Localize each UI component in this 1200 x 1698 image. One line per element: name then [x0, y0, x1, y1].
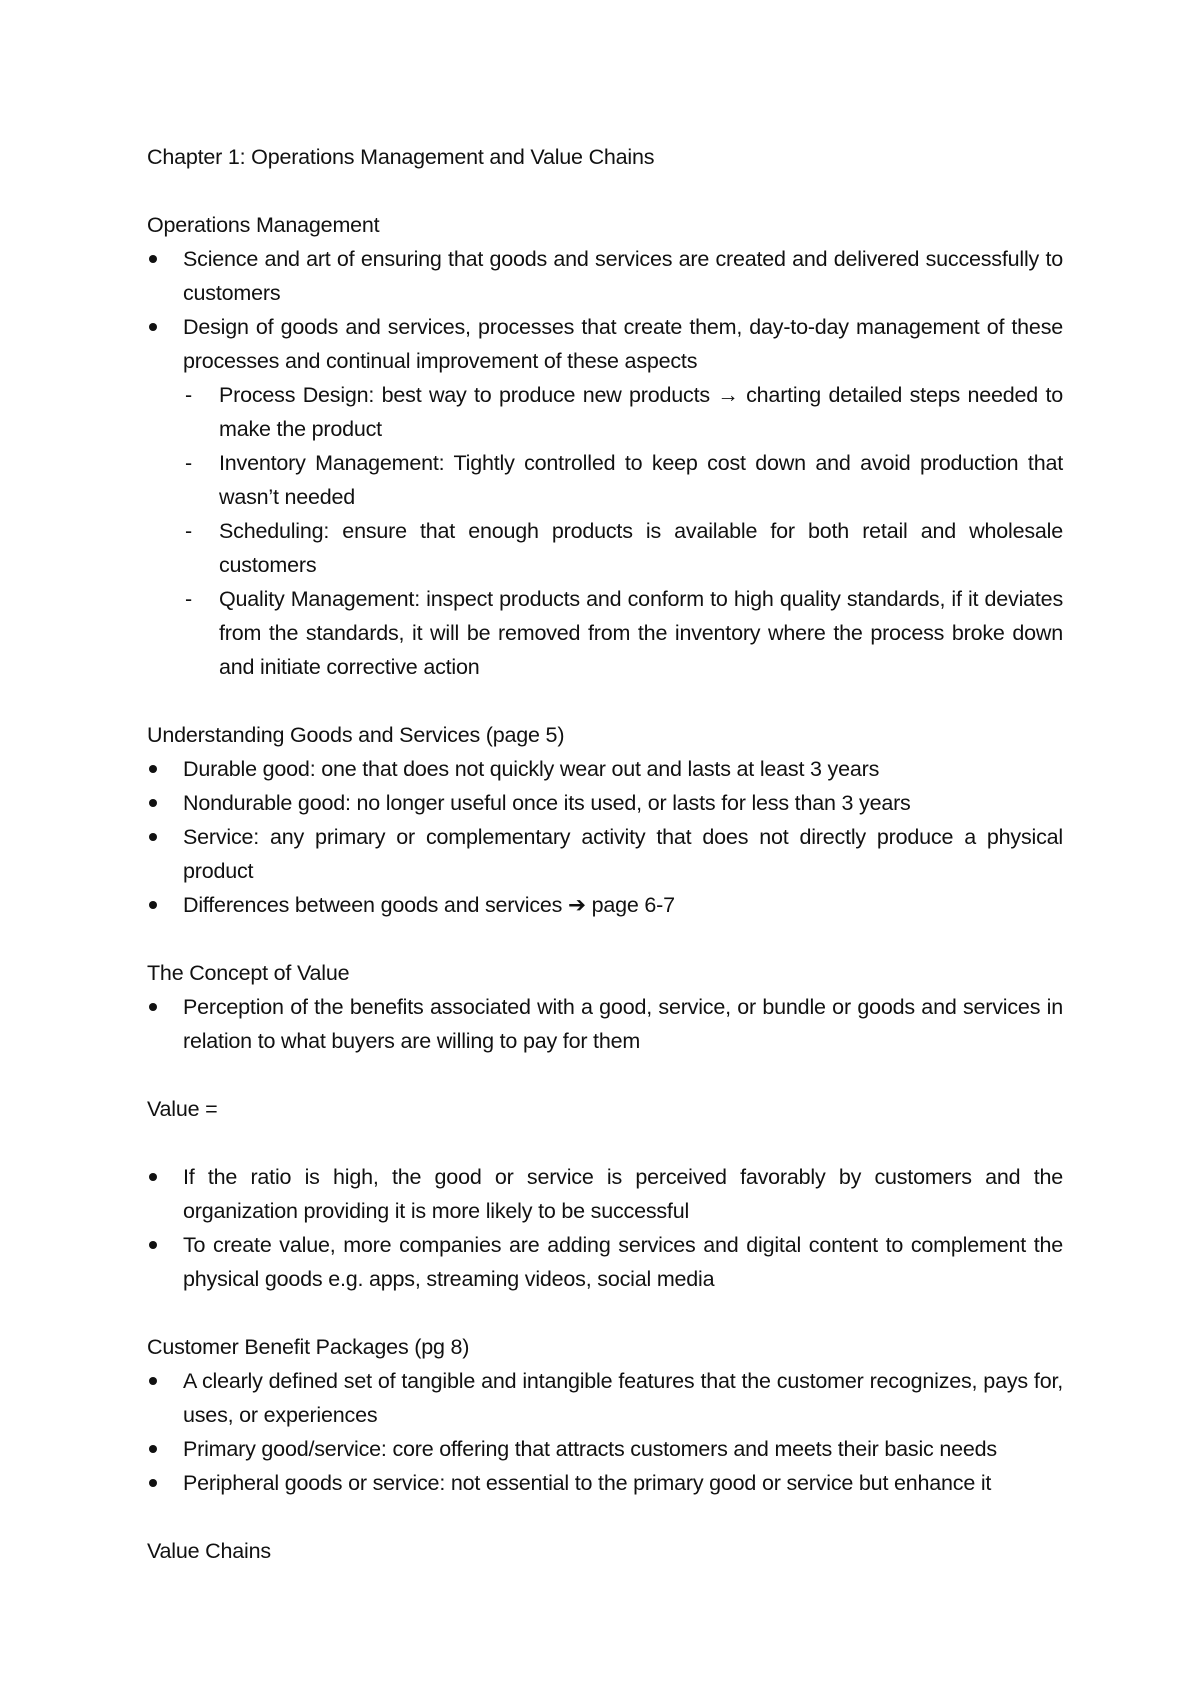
bullet-text: Primary good/service: core offering that attracts customers and meets their basic needs [183, 1437, 997, 1461]
dash-icon: - [185, 519, 192, 543]
bullet-icon [149, 799, 157, 807]
sub-text: charting detailed steps needed to make the product [219, 383, 1063, 441]
bullet-text: Nondurable good: no longer useful once its used, or lasts for less than 3 years [183, 791, 911, 815]
sub-text: Inventory Management: Tightly controlled to keep cost down and avoid production that wasn’t needed [219, 451, 1063, 509]
section-heading-goods-services: Understanding Goods and Services (page 5) [147, 723, 565, 747]
bullet-list-cbp [147, 1364, 1063, 1500]
bullet-text: Durable good: one that does not quickly wear out and lasts at least 3 years [183, 757, 880, 781]
bullet-list-operations [147, 242, 1063, 378]
spacer [147, 1058, 1063, 1092]
sub-item-quality [147, 582, 1063, 684]
spacer [147, 1296, 1063, 1330]
section-heading-operations: Operations Management [147, 213, 380, 237]
bullet-icon [149, 1445, 157, 1453]
spacer [147, 684, 1063, 718]
document-page [147, 140, 1063, 1568]
section-heading-cbp: Customer Benefit Packages (pg 8) [147, 1335, 470, 1359]
bullet-list-goods-services [147, 752, 1063, 922]
bullet-icon [149, 1173, 157, 1181]
bullet-list-value-ratio [147, 1160, 1063, 1296]
dash-icon: - [185, 383, 192, 407]
section-heading-value: The Concept of Value [147, 961, 350, 985]
bullet-text: Perception of the benefits associated with a good, service, or bundle or goods and services in relation to what buyers are willing to pay for them [183, 995, 1063, 1053]
chapter-title: Chapter 1: Operations Management and Value Chains [147, 145, 655, 169]
arrow-right-icon: → [717, 383, 739, 407]
bullet-item [147, 820, 1063, 888]
bullet-item [147, 752, 1063, 786]
spacer [147, 174, 1063, 208]
bullet-icon [149, 255, 157, 263]
bullet-icon [149, 1241, 157, 1249]
bullet-text: page 6-7 [591, 893, 675, 917]
bullet-item [147, 888, 1063, 922]
bullet-item [147, 1228, 1063, 1296]
bullet-item [147, 786, 1063, 820]
dash-icon: - [185, 587, 192, 611]
sub-text: Scheduling: ensure that enough products is available for both retail and wholesale customers [219, 519, 1063, 577]
bullet-icon [149, 1479, 157, 1487]
sub-text: Quality Management: inspect products and conform to high quality standards, if it deviates from the standards, it will be removed from the inventory where the process broke down and initiate corrective action [219, 587, 1063, 679]
bullet-item [147, 1466, 1063, 1500]
bullet-icon [149, 323, 157, 331]
bullet-item [147, 242, 1063, 310]
bullet-text: Design of goods and services, processes that create them, day-to-day management of these processes and continual improvement of these aspects [183, 315, 1063, 373]
sub-list-operations [147, 378, 1063, 684]
bullet-item [147, 1432, 1063, 1466]
bullet-text: Peripheral goods or service: not essential to the primary good or service but enhance it [183, 1471, 992, 1495]
bullet-item [147, 990, 1063, 1058]
bullet-item [147, 1364, 1063, 1432]
bullet-icon [149, 765, 157, 773]
value-equation: Value = [147, 1097, 218, 1121]
section-heading-value-chains: Value Chains [147, 1539, 271, 1563]
bullet-text: To create value, more companies are adding services and digital content to complement the physical goods e.g. apps, streaming videos, social media [183, 1233, 1063, 1291]
sub-item-inventory [147, 446, 1063, 514]
spacer [147, 1500, 1063, 1534]
dash-icon: - [185, 451, 192, 475]
bullet-icon [149, 901, 157, 909]
bullet-icon [149, 1003, 157, 1011]
bullet-text: Service: any primary or complementary activity that does not directly produce a physical product [183, 825, 1063, 883]
bullet-text: Differences between goods and services [183, 893, 563, 917]
arrow-right-icon: ➔ [568, 893, 586, 917]
sub-item-process-design [147, 378, 1063, 446]
spacer [147, 1126, 1063, 1160]
spacer [147, 922, 1063, 956]
bullet-text: Science and art of ensuring that goods and services are created and delivered successfully to customers [183, 247, 1063, 305]
bullet-item [147, 1160, 1063, 1228]
bullet-icon [149, 833, 157, 841]
bullet-item [147, 310, 1063, 378]
bullet-text: If the ratio is high, the good or service is perceived favorably by customers and the organization providing it is more likely to be successful [183, 1165, 1063, 1223]
bullet-icon [149, 1377, 157, 1385]
bullet-list-value [147, 990, 1063, 1058]
bullet-text: A clearly defined set of tangible and intangible features that the customer recognizes, pays for, uses, or experiences [183, 1369, 1063, 1427]
sub-item-scheduling [147, 514, 1063, 582]
sub-text: Process Design: best way to produce new products [219, 383, 710, 407]
